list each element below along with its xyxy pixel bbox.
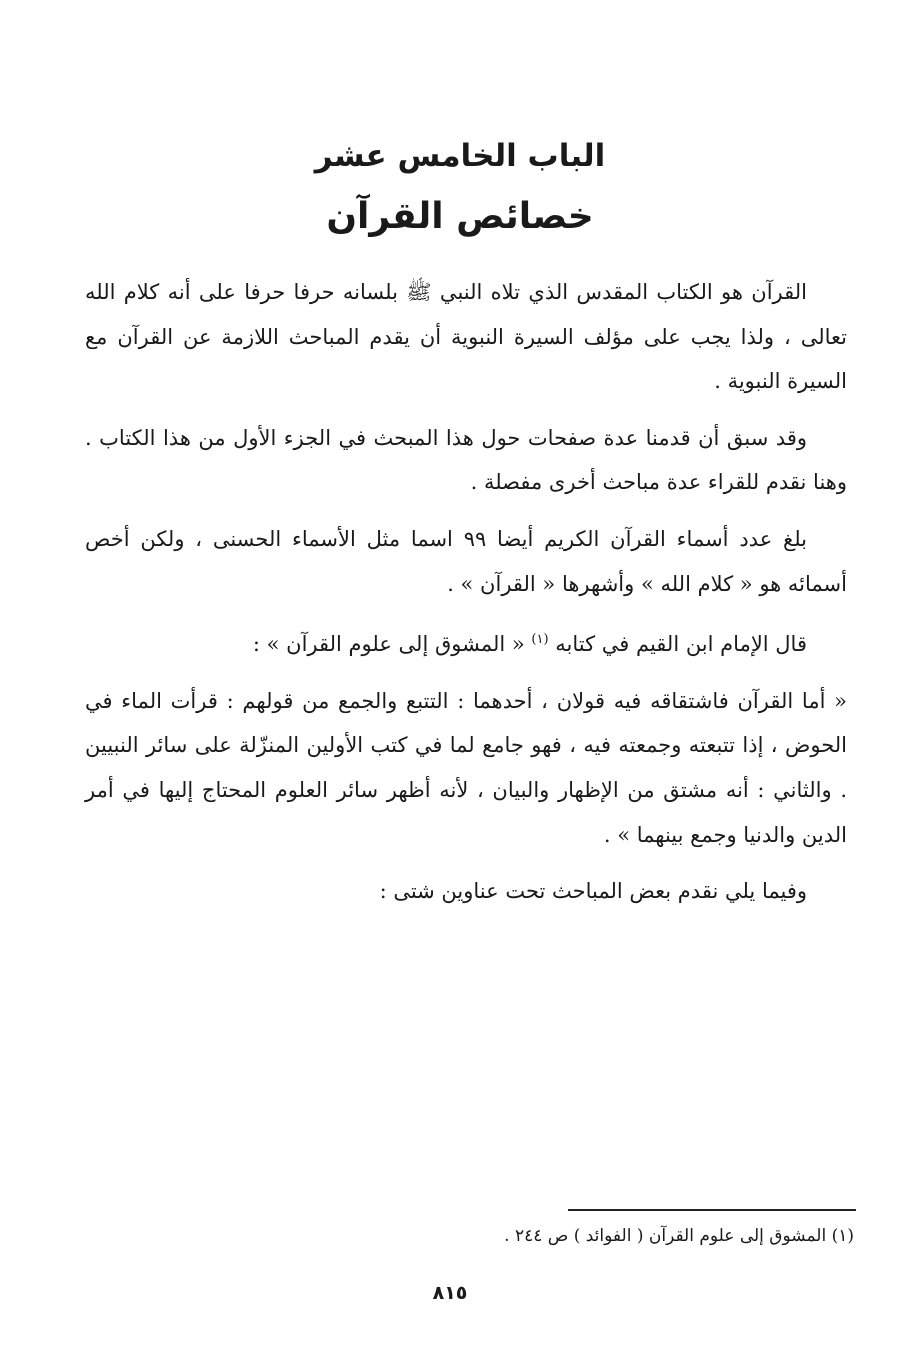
footnote-reference[interactable]: (١) bbox=[531, 632, 549, 648]
quote-intro bbox=[85, 618, 847, 667]
quote-intro-after: « المشوق إلى علوم القرآن » : bbox=[252, 632, 525, 657]
paragraph-1: القرآن هو الكتاب المقدس الذي تلاه النبي ﷺ بلسانه حرفا حرفا على أنه كلام الله تعالى ، ولذا يجب على مؤلف السيرة النبوية أن يقدم المباحث اللازمة عن القرآن مع السيرة النبوية . bbox=[85, 280, 847, 394]
footnote: (١) المشوق إلى علوم القرآن ( الفوائد ) ص ٢٤٤ . bbox=[504, 1226, 854, 1246]
paragraph-3: بلغ عدد أسماء القرآن الكريم أيضا ٩٩ اسما مثل الأسماء الحسنى ، ولكن أخص أسمائه هو « كلام الله » وأشهرها « القرآن » . bbox=[85, 526, 847, 596]
chapter-title: خصائص القرآن bbox=[326, 196, 594, 237]
chapter-number: الباب الخامس عشر bbox=[314, 138, 606, 174]
page-number: ٨١٥ bbox=[432, 1282, 468, 1304]
footnote-divider bbox=[568, 1209, 856, 1211]
paragraph-2: وقد سبق أن قدمنا عدة صفحات حول هذا المبحث في الجزء الأول من هذا الكتاب . وهنا نقدم للقراء عدة مباحث أخرى مفصلة . bbox=[85, 425, 847, 495]
closing-paragraph: وفيما يلي نقدم بعض المباحث تحت عناوين شتى : bbox=[379, 879, 807, 904]
body-text bbox=[85, 270, 847, 926]
quoted-passage: « أما القرآن فاشتقاقه فيه قولان ، أحدهما : التتبع والجمع من قولهم : قرأت الماء في الحوض ، إذا تتبعته وجمعته فيه ، فهو جامع لما في كتب الأولين المنزّلة على سائر النبيين . والثاني : أنه مشتق من الإظهار والبيان ، لأنه أظهر سائر العلوم المحتاج إليها في أمر الدين والدنيا وجمع بينهما » . bbox=[85, 688, 847, 847]
quote-intro-before: قال الإمام ابن القيم في كتابه bbox=[555, 632, 807, 657]
